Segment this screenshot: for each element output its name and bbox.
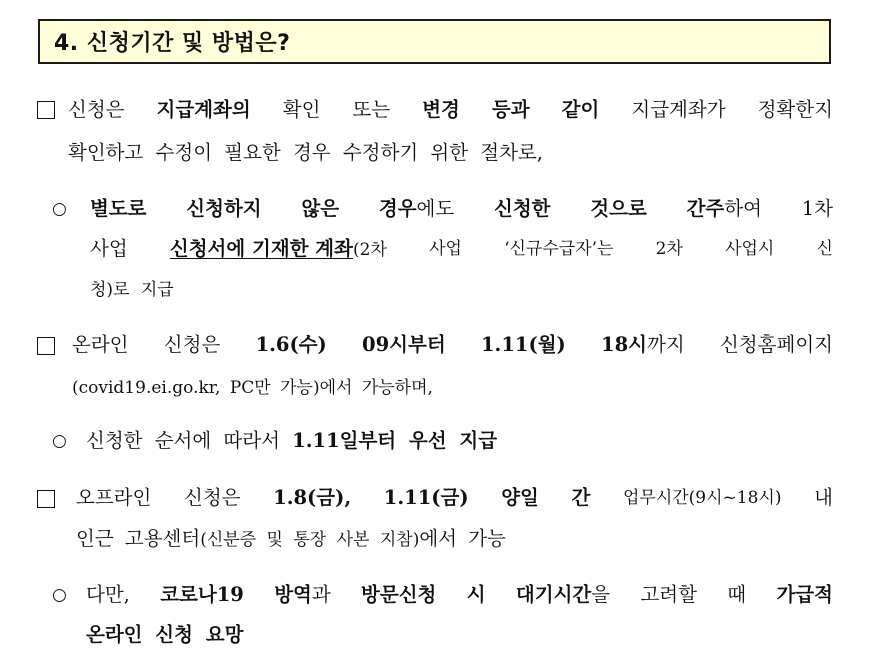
text: 별도로	[90, 197, 147, 220]
text: 신청은	[163, 333, 221, 356]
text: 내	[814, 486, 833, 509]
text: 코로나19	[160, 583, 244, 606]
checkbox-square-2	[37, 337, 55, 355]
text: 에서 가능	[419, 527, 506, 550]
text: 인근 고용센터	[76, 527, 201, 550]
paragraph-4-line-1	[86, 428, 497, 454]
text: 경우	[378, 197, 417, 220]
text: 시	[466, 583, 486, 606]
hollow-bullet-2: ○	[52, 431, 67, 451]
checkbox-square-1	[37, 101, 55, 119]
paragraph-5-line-2	[76, 526, 506, 553]
section-heading-box	[38, 19, 831, 64]
text: 1.11(월)	[480, 333, 566, 356]
text: 에도	[416, 197, 455, 220]
text: 온라인	[72, 333, 129, 356]
paragraph-6-line-1	[86, 582, 833, 608]
text: 확인하고 수정이 필요한 경우 수정하기 위한 절차로,	[68, 141, 543, 164]
paragraph-5-line-1	[76, 485, 833, 511]
text: (covid19.ei.go.kr, PC만 가능)에서 가능하며,	[72, 378, 433, 398]
paragraph-2-line-1	[90, 196, 833, 222]
text: 2차	[655, 239, 683, 259]
text: 다만,	[86, 583, 130, 606]
text: 정확한지	[757, 98, 833, 121]
checkbox-square-3	[37, 490, 55, 508]
text: 1차	[801, 197, 833, 220]
text: 1.11일부터 우선 지급	[292, 429, 498, 452]
paragraph-1-line-1	[68, 97, 833, 123]
text: 오프라인	[76, 486, 152, 509]
hollow-bullet-1: ○	[52, 199, 67, 219]
paragraph-2-line-3	[90, 276, 174, 303]
text: 또는	[352, 98, 391, 121]
section-heading: 4. 신청기간 및 방법은?	[54, 31, 291, 56]
text: 간주	[686, 197, 725, 220]
text: 사업	[429, 239, 462, 259]
text: 대기시간	[515, 583, 592, 606]
text: 신	[816, 239, 833, 259]
text: 신청서에 기재한 계좌	[169, 237, 353, 260]
text: 업무시간(9시~18시)	[622, 488, 782, 508]
text: 1.8(금),	[273, 486, 352, 509]
text: 신청한	[494, 197, 551, 220]
text: ‘신규수급자’는	[504, 239, 614, 259]
text: (신분증 및 통장 사본 지참)	[200, 530, 420, 550]
text: 지급계좌가	[631, 98, 726, 121]
text: 신청홈페이지	[719, 333, 833, 356]
text: 방역	[274, 583, 312, 606]
text: 확인	[282, 98, 321, 121]
text: 고려할	[640, 583, 697, 606]
paragraph-3-line-2	[72, 374, 433, 401]
text: 18시	[601, 333, 648, 356]
hollow-bullet-3: ○	[52, 585, 67, 605]
text: (2차	[353, 240, 387, 260]
text: 않은	[301, 197, 340, 220]
text: 것으로	[590, 197, 647, 220]
text: 사업	[90, 237, 128, 260]
text: 09시부터	[362, 333, 446, 356]
text: 때	[727, 583, 747, 606]
text: 하여	[724, 197, 762, 220]
text: 과	[311, 583, 331, 606]
text: 1.11(금)	[383, 486, 469, 509]
text: 간	[571, 486, 591, 509]
text: 같이	[561, 98, 600, 121]
text: 변경	[422, 98, 460, 121]
text: 온라인 신청 요망	[86, 623, 244, 646]
text: 지급계좌의	[156, 98, 251, 121]
text: 청)로 지급	[90, 280, 174, 300]
paragraph-3-line-1	[72, 332, 833, 358]
text: 신청한 순서에 따라서	[86, 429, 280, 452]
text: 까지	[647, 333, 685, 356]
text: 사업시	[725, 239, 775, 259]
text: 신청은	[183, 486, 241, 509]
text: 방문신청	[361, 583, 437, 606]
text: 을	[591, 583, 611, 606]
text: 신청하지	[186, 197, 262, 220]
paragraph-1-line-2	[68, 140, 543, 166]
text: 등과	[491, 98, 530, 121]
text: 신청은	[68, 98, 125, 121]
text: 양일	[501, 486, 539, 509]
text: 1.6(수)	[255, 333, 327, 356]
paragraph-6-line-2	[86, 622, 243, 648]
paragraph-2-line-2	[90, 236, 833, 263]
text: 가급적	[776, 583, 833, 606]
